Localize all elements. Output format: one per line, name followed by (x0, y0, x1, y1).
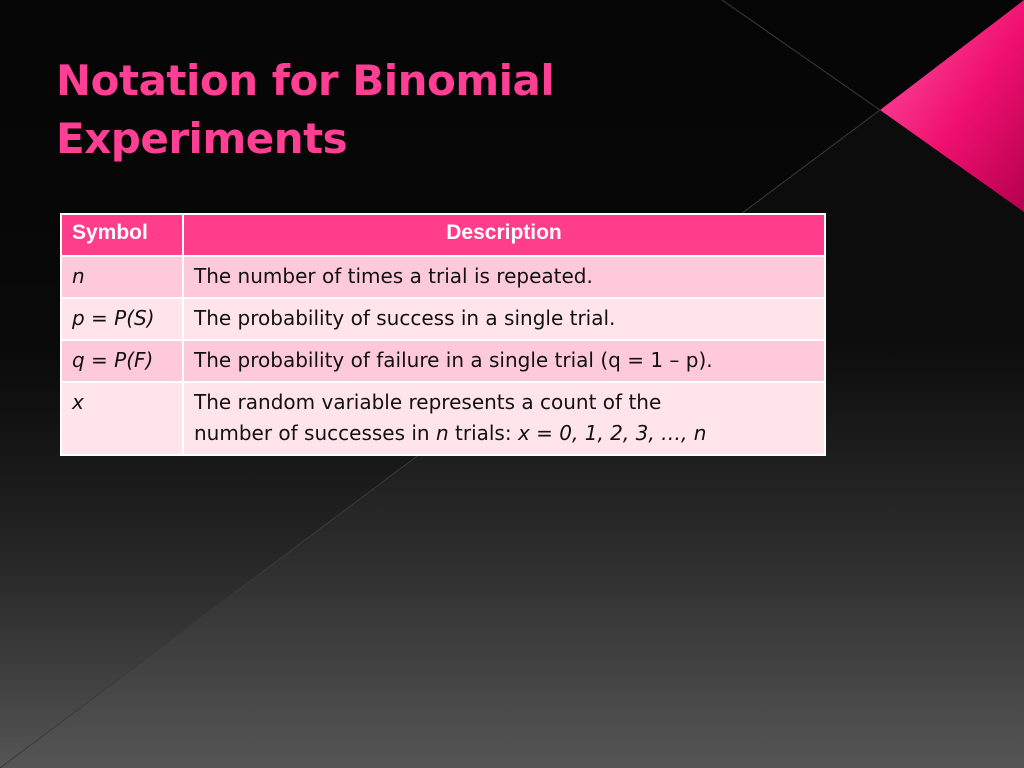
slide-title (56, 52, 756, 168)
notation-table (60, 213, 826, 456)
value-list: 0, 1, 2, 3, …, n (559, 421, 707, 445)
table-row (61, 382, 825, 455)
title-line-1: Notation for Binomial (56, 56, 555, 105)
table-header-row (61, 214, 825, 256)
header-symbol: Symbol (61, 214, 183, 256)
description-cell (183, 382, 825, 455)
description-line-1: The random variable represents a count of the (194, 390, 662, 414)
description-cell: The probability of success in a single trial. (183, 298, 825, 340)
header-description: Description (183, 214, 825, 256)
table-row (61, 298, 825, 340)
description-cell: The probability of failure in a single trial (q = 1 – p). (183, 340, 825, 382)
description-text: trials: (448, 421, 518, 445)
description-text: number of successes in (194, 421, 436, 445)
variable-x: x (517, 421, 530, 445)
description-line-2 (194, 418, 814, 449)
symbol-cell: n (61, 256, 183, 298)
symbol-cell: x (61, 382, 183, 455)
table-row (61, 340, 825, 382)
description-cell: The number of times a trial is repeated. (183, 256, 825, 298)
symbol-cell: p = P(S) (61, 298, 183, 340)
symbol-cell: q = P(F) (61, 340, 183, 382)
equals-sign: = (529, 421, 560, 445)
table-row (61, 256, 825, 298)
title-line-2: Experiments (56, 114, 348, 163)
variable-n: n (435, 421, 449, 445)
